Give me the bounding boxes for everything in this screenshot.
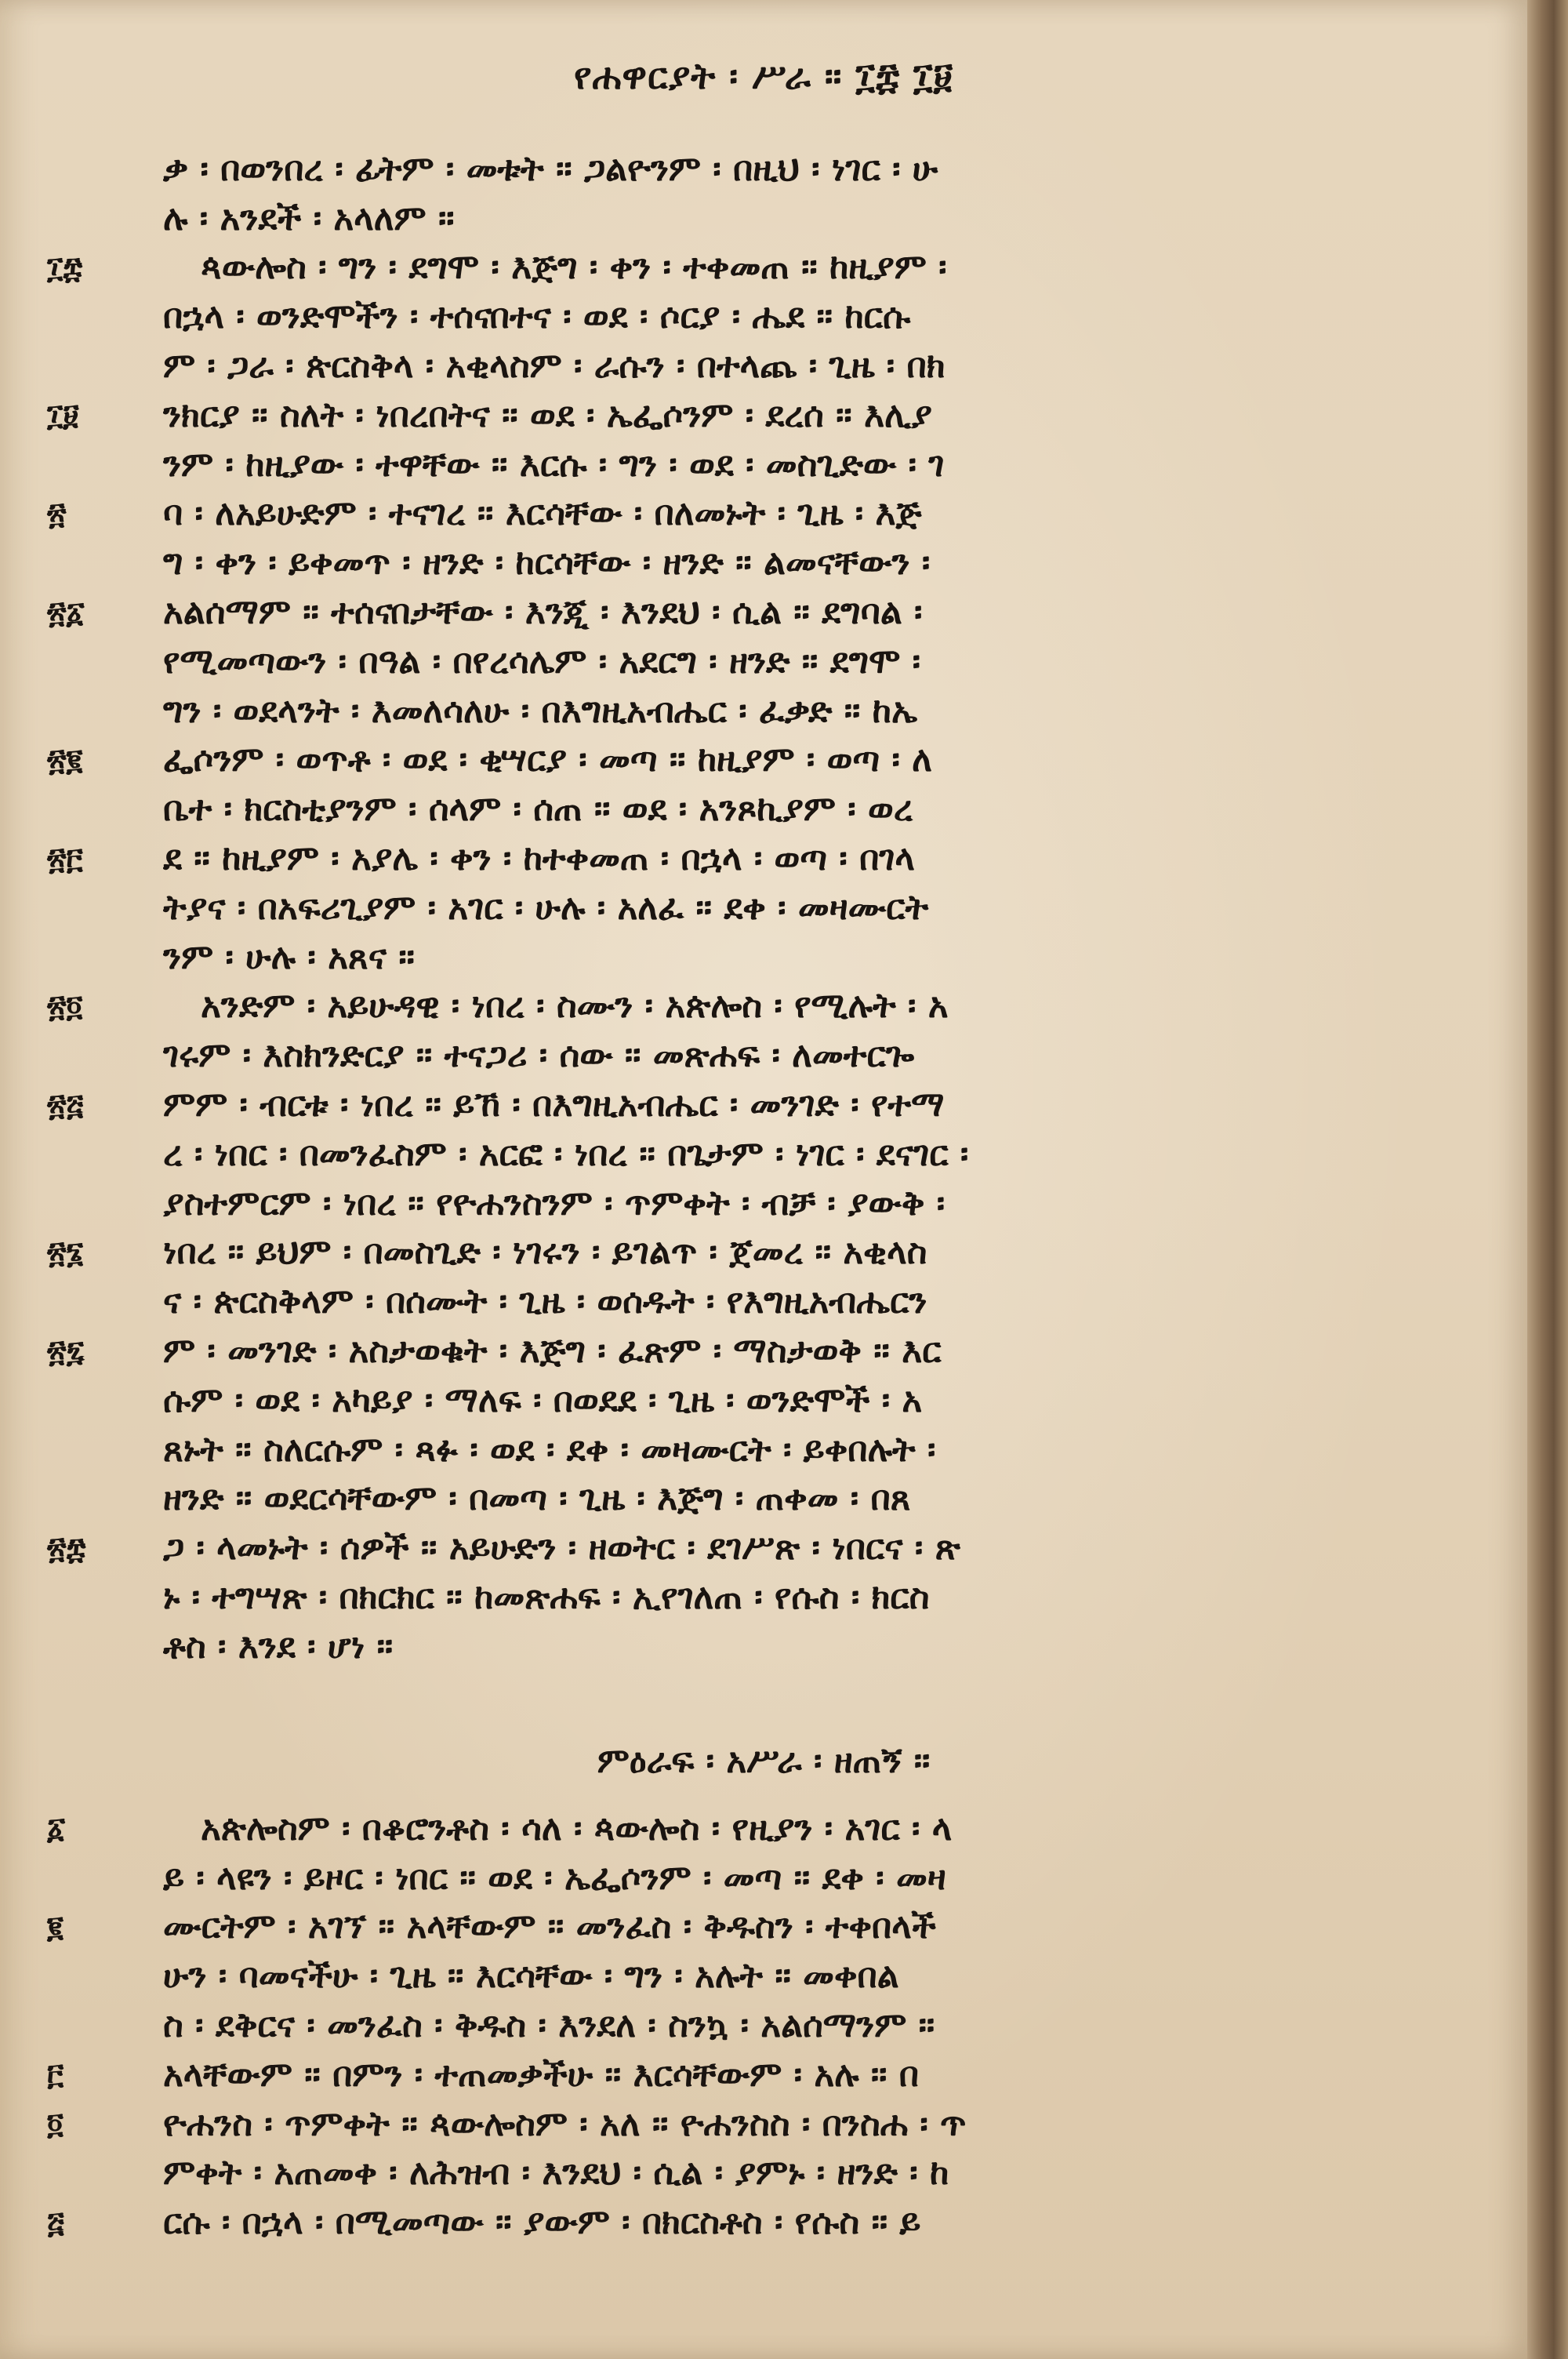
verse-number: ፳፩ (47, 594, 85, 630)
line-text: ግ ፡ ቀን ፡ ይቀመጥ ፡ ዘንድ ፡ ከርሳቸው ፡ ዘንድ ። ልመናቸውን ፡ (163, 543, 931, 583)
text-line (47, 1903, 1458, 1952)
line-text: ዮሐንስ ፡ ጥምቀት ። ጳውሎስም ፡ አለ ። ዮሐንስስ ፡ በንስሐ ፡ ጥ (163, 2103, 967, 2144)
text-line (47, 144, 1458, 194)
verse-number: ፫ (47, 2056, 64, 2092)
line-text: ና ፡ ጵርስቅላም ፡ በሰሙት ፡ ጊዜ ፡ ወሰዱት ፡ የእግዚአብሔርን (163, 1281, 927, 1322)
text-line (47, 1277, 1458, 1326)
text-line (47, 1853, 1458, 1903)
text-line (47, 1804, 1458, 1853)
text-line (47, 1622, 1458, 1671)
line-text: አላቸውም ። በምን ፡ ተጠመቃችሁ ። እርሳቸውም ፡ አሉ ። በ (163, 2054, 919, 2095)
text-line (47, 341, 1458, 391)
text-line (47, 587, 1458, 637)
text-line (47, 932, 1458, 982)
verse-number: ፳፪ (47, 741, 83, 777)
line-text: ንክርያ ። ስለት ፡ ነበረበትና ። ወደ ፡ ኤፌሶንም ፡ ደረሰ ። እሊያ (163, 394, 932, 435)
line-text: ዘንድ ። ወደርሳቸውም ፡ በመጣ ፡ ጊዜ ፡ እጅግ ፡ ጠቀመ ፡ በጸ (163, 1478, 911, 1519)
line-text: ባ ፡ ለአይሁድም ፡ ተናገረ ። እርሳቸው ፡ በለመኑት ፡ ጊዜ ፡ እጅ (163, 493, 922, 534)
verse-number: ፳፫ (47, 840, 83, 876)
line-text: ንም ፡ ከዚያው ፡ ተዋቸው ። እርሱ ፡ ግን ፡ ወደ ፡ መስጊድው ፡ ገ (163, 444, 945, 485)
text-line (47, 1376, 1458, 1425)
verse-number: ፭ (47, 2204, 64, 2240)
text-line (47, 489, 1458, 539)
verse-number: ፳ (47, 495, 67, 531)
text-line (47, 243, 1458, 293)
verse-number: ፩ (47, 1810, 66, 1846)
line-text: በኋላ ፡ ወንድሞችን ፡ ተሰናበተና ፡ ወደ ፡ ሶርያ ፡ ሔደ ። ከርሱ (163, 296, 911, 337)
line-text: የሚመጣውን ፡ በዓል ፡ በየረሳሌም ፡ አደርግ ፡ ዘንድ ። ደግሞ ፡ (163, 641, 921, 682)
line-text: ሙርትም ፡ አገኘ ። አላቸውም ። መንፈስ ፡ ቅዱስን ፡ ተቀበላች (163, 1906, 936, 1947)
text-line (47, 2099, 1458, 2149)
text-line (47, 982, 1458, 1031)
line-text: ትያና ፡ በአፍሪጊያም ፡ አገር ፡ ሁሉ ፡ አለፈ ። ደቀ ፡ መዛሙርት (163, 887, 929, 928)
text-line (47, 1228, 1458, 1278)
chapter-heading: ምዕራፍ ፡ አሥራ ፡ ዘጠኝ ። (597, 1741, 931, 1781)
text-section-a (47, 144, 1458, 1671)
line-text: ገሩም ፡ እስክንድርያ ። ተናጋሪ ፡ ሰው ። መጽሐፍ ፡ ለመተርጐ (163, 1035, 915, 1076)
line-text: አልሰማም ። ተሰናበታቸው ፡ እንጂ ፡ እንደህ ፡ ሲል ። ደግባል ፡ (163, 592, 923, 633)
line-text: ሉ ፡ አንደች ፡ አላለም ። (163, 198, 455, 238)
line-text: ፌሶንም ፡ ወጥቶ ፡ ወደ ፡ ቂሣርያ ፡ መጣ ። ከዚያም ፡ ወጣ ፡ ለ (163, 740, 932, 780)
text-line (47, 1030, 1458, 1080)
text-line (47, 1179, 1458, 1228)
line-text: ይ ፡ ላዩን ፡ ይዞር ፡ ነበር ። ወደ ፡ ኤፌሶንም ፡ መጣ ። ደቀ ፡ መዛ (163, 1857, 946, 1898)
text-line (47, 391, 1458, 440)
text-line (47, 1572, 1458, 1622)
line-text: አንድም ፡ አይሁዳዊ ፡ ነበረ ፡ ስሙን ፡ አጵሎስ ፡ የሚሉት ፡ አ (201, 986, 949, 1027)
text-line (47, 834, 1458, 883)
text-section-b (47, 1804, 1458, 2247)
text-line (47, 1523, 1458, 1572)
text-line (47, 194, 1458, 243)
text-line (47, 1425, 1458, 1474)
line-text: ንም ፡ ሁሉ ፡ አጸና ። (163, 936, 415, 977)
line-text: ያስተምርም ፡ ነበረ ። የዮሐንስንም ፡ ጥምቀት ፡ ብቻ ፡ ያውቅ ፡ (163, 1183, 946, 1223)
running-header: የሐዋርያት ፡ ሥራ ። ፲፰ ፲፱ (573, 55, 953, 97)
line-text: ም ፡ ጋራ ፡ ጵርስቅላ ፡ አቂላስም ፡ ራሱን ፡ በተላጨ ፡ ጊዜ ፡ በክ (163, 346, 946, 387)
line-text: ቤተ ፡ ክርስቲያንም ፡ ሰላም ፡ ሰጠ ። ወደ ፡ አንጾኪያም ፡ ወረ (163, 789, 913, 830)
text-line (47, 1474, 1458, 1524)
line-text: ሁን ፡ ባመናችሁ ፡ ጊዜ ። እርሳቸው ፡ ግን ፡ አሉት ። መቀበል (163, 1956, 899, 1997)
text-line (47, 883, 1458, 932)
verse-number: ፳፭ (47, 1086, 84, 1122)
verse-number: ፲፱ (47, 397, 79, 433)
line-text: አጵሎስም ፡ በቆሮንቶስ ፡ ሳለ ፡ ጳውሎስ ፡ የዚያን ፡ አገር ፡ ላ (201, 1808, 953, 1848)
text-line (47, 1951, 1458, 2001)
text-line (47, 1129, 1458, 1179)
line-text: ምቀት ፡ አጠመቀ ፡ ለሕዝብ ፡ እንደህ ፡ ሲል ፡ ያምኑ ፡ ዘንድ ፡ ከ (163, 2153, 949, 2194)
line-text: ኑ ፡ ተግሣጽ ፡ በክርክር ። ከመጽሐፍ ፡ ኢየገለጠ ፡ የሱስ ፡ ክርስ (163, 1577, 930, 1617)
text-line (47, 440, 1458, 489)
line-text: ጳውሎስ ፡ ግን ፡ ደግሞ ፡ እጅግ ፡ ቀን ፡ ተቀመጠ ። ከዚያም ፡ (201, 247, 947, 288)
verse-number: ፲፰ (47, 249, 83, 285)
verse-number: ፳፰ (47, 1529, 86, 1565)
line-text: ነበረ ። ይህም ፡ በመስጊድ ፡ ነገሩን ፡ ይገልጥ ፡ ጀመረ ። አቂላስ (163, 1232, 927, 1273)
line-text: ሱም ፡ ወደ ፡ አካይያ ፡ ማለፍ ፡ በወደደ ፡ ጊዜ ፡ ወንድሞች ፡ አ (163, 1379, 923, 1420)
line-text: ርሱ ፡ በኋላ ፡ በሚመጣው ። ያውም ፡ በክርስቶስ ፡ የሱስ ። ይ (163, 2202, 921, 2243)
book-gutter (1527, 0, 1568, 2359)
line-text: ቶስ ፡ እንደ ፡ ሆነ ። (163, 1626, 394, 1667)
line-text: ረ ፡ ነበር ፡ በመንፈስም ፡ አርፎ ፡ ነበረ ። በጌታም ፡ ነገር ፡ ደናገር ፡ (163, 1133, 969, 1174)
text-line (47, 2050, 1458, 2099)
text-line (47, 1080, 1458, 1129)
line-text: ደ ። ከዚያም ፡ አያሌ ፡ ቀን ፡ ከተቀመጠ ፡ በኋላ ፡ ወጣ ፡ በገላ (163, 838, 915, 879)
line-text: ጸኑት ። ስለርሱም ፡ ጻፉ ፡ ወደ ፡ ደቀ ፡ መዛሙርት ፡ ይቀበሉት ፡ (163, 1429, 936, 1470)
text-line (47, 784, 1458, 834)
verse-number: ፬ (47, 2106, 64, 2142)
text-line (47, 2149, 1458, 2198)
text-line (47, 292, 1458, 341)
line-text: ምም ፡ ብርቱ ፡ ነበረ ። ይኸ ፡ በእግዚአብሔር ፡ መንገድ ፡ የተማ (163, 1085, 945, 1125)
verse-number: ፪ (47, 1908, 64, 1944)
line-text: ም ፡ መንገድ ፡ አስታወቁት ፡ እጅግ ፡ ፈጽም ፡ ማስታወቅ ። እር (163, 1331, 942, 1372)
text-line (47, 736, 1458, 785)
verse-number: ፳፯ (47, 1332, 85, 1369)
text-line (47, 1326, 1458, 1376)
verse-number: ፳፬ (47, 987, 83, 1023)
line-text: ስ ፡ ደቅርና ፡ መንፈስ ፡ ቅዱስ ፡ እንደለ ፡ ስንኳ ፡ አልሰማንም ። (163, 2005, 935, 2046)
line-text: ግን ፡ ወደላንት ፡ እመለሳለሁ ፡ በእግዚአብሔር ፡ ፈቃድ ። ከኤ (163, 690, 918, 731)
line-text: ጋ ፡ ላመኑት ፡ ሰዎች ። አይሁድን ፡ ዘወትር ፡ ደገሥጽ ፡ ነበርና ፡ ጽ (163, 1528, 960, 1568)
line-text: ቃ ፡ በወንበረ ፡ ፊትም ፡ መቱት ። ጋልዮንም ፡ በዚህ ፡ ነገር ፡ ሁ (163, 148, 938, 189)
text-line (47, 686, 1458, 736)
verse-number: ፳፮ (47, 1234, 84, 1270)
text-line (47, 2001, 1458, 2050)
text-line (47, 637, 1458, 686)
text-line (47, 2197, 1458, 2247)
text-line (47, 538, 1458, 587)
